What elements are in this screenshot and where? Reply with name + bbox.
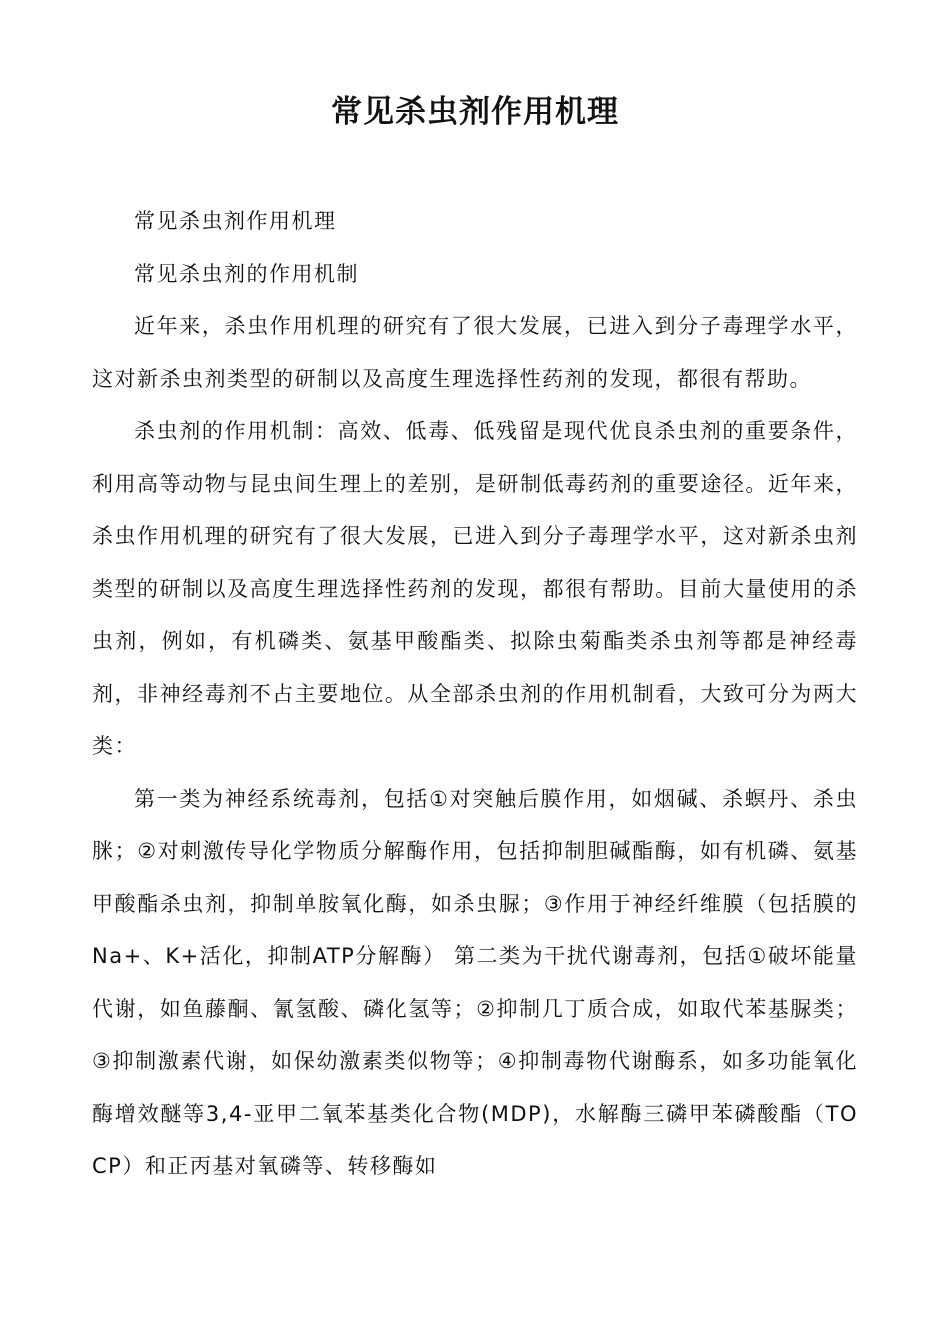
paragraph-heading: 常见杀虫剂作用机理 xyxy=(134,209,337,233)
document-title: 常见杀虫剂作用机理 xyxy=(331,94,619,130)
document-body xyxy=(92,195,858,1193)
paragraph-mechanism: 杀虫剂的作用机制：高效、低毒、低残留是现代优良杀虫剂的重要条件，利用高等动物与昆虫间生理上的差别，是研制低毒药剂的重要途径。近年来，杀虫作用机理的研究有了很大发展，已进入到分子毒理学水平，这对新杀虫剂类型的研制以及高度生理选择性药剂的发现，都很有帮助。目前大量使用的杀虫剂，例如，有机磷类、氨基甲酸酯类、拟除虫菊酯类杀虫剂等都是神经毒剂，非神经毒剂不占主要地位。从全部杀虫剂的作用机制看，大致可分为两大类： xyxy=(92,419,858,758)
paragraph-subheading: 常见杀虫剂的作用机制 xyxy=(134,261,359,286)
paragraph-categories: 第一类为神经系统毒剂，包括①对突触后膜作用，如烟碱、杀螟丹、杀虫脒；②对刺激传导化学物质分解酶作用，包括抑制胆碱酯酶，如有机磷、氨基甲酸酯杀虫剂，抑制单胺氧化酶，如杀虫脲；③作用于神经纤维膜（包括膜的Na+、K+活化，抑制ATP分解酶） 第二类为干扰代谢毒剂，包括①破坏能量代谢，如鱼藤酮、氰氢酸、磷化氢等；②抑制几丁质合成，如取代苯基脲类；③抑制激素代谢，如保幼激素类似物等；④抑制毒物代谢酶系，如多功能氧化酶增效醚等3,4-亚甲二氧苯基类化合物(MDP)，水解酶三磷甲苯磷酸酯（TOCP）和正丙基对氧磷等、转移酶如 xyxy=(92,786,858,1178)
paragraph-intro: 近年来，杀虫作用机理的研究有了很大发展，已进入到分子毒理学水平，这对新杀虫剂类型的研制以及高度生理选择性药剂的发现，都很有帮助。 xyxy=(92,314,858,391)
